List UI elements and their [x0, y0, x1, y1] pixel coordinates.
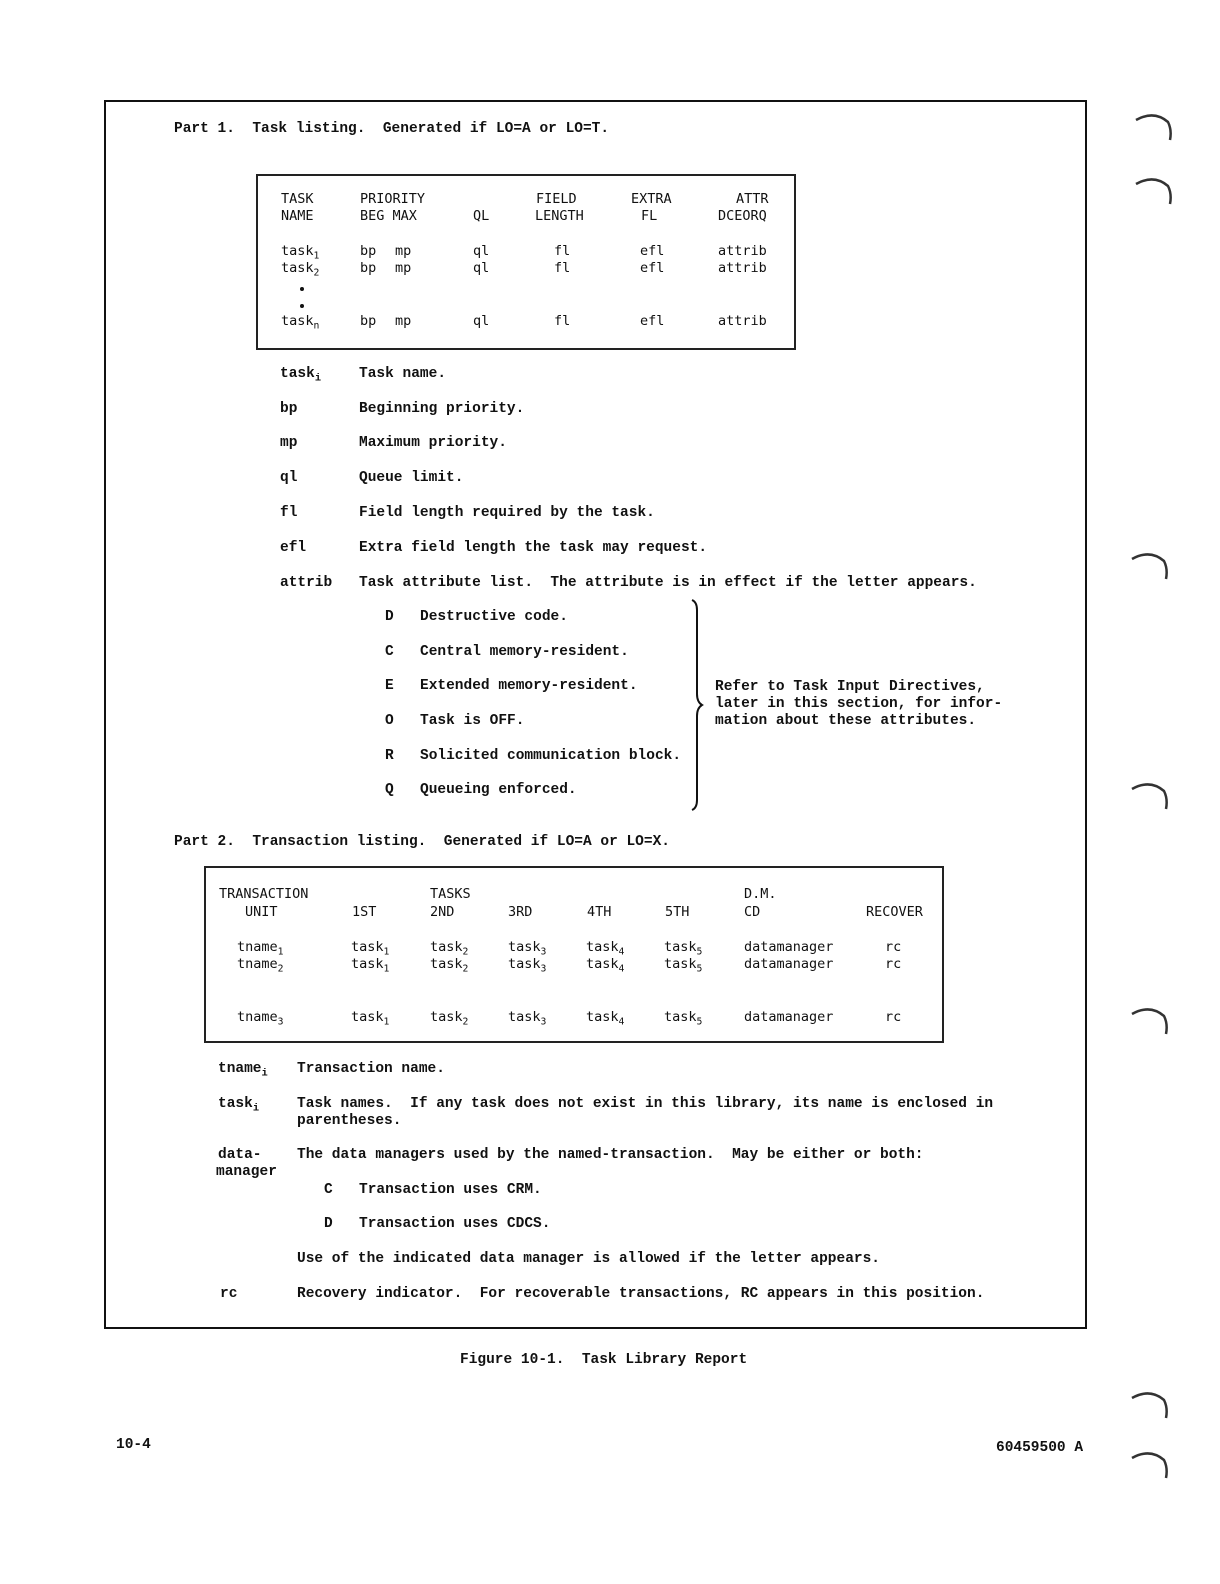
binder-ring-icon	[1128, 1444, 1170, 1482]
task-cell: task$_3$	[508, 939, 547, 958]
task-cell: task$_5$	[664, 939, 703, 958]
ql-cell: ql	[473, 313, 490, 329]
col-header-dm-2: CD	[744, 904, 761, 920]
dm-cell: datamanager	[744, 956, 834, 972]
col-header-extra: EXTRA	[631, 191, 672, 207]
fl-cell: fl	[554, 313, 571, 329]
task-name-cell: task$_n$	[281, 313, 320, 332]
col-header-task-2: NAME	[281, 208, 314, 224]
def-desc: parentheses.	[297, 1113, 402, 1129]
attr-desc: Destructive code.	[420, 609, 568, 625]
task-cell: task$_2$	[430, 939, 469, 958]
def-term: mp	[280, 435, 298, 451]
task-cell: task$_3$	[508, 1009, 547, 1028]
attr-letter: R	[385, 748, 394, 764]
def-term: task$_i$	[218, 1096, 260, 1115]
ellipsis-dot	[300, 287, 304, 291]
binder-ring-icon	[1132, 106, 1174, 144]
figure-caption: Figure 10-1. Task Library Report	[460, 1352, 748, 1368]
binder-ring-icon	[1128, 545, 1170, 583]
task-cell: task$_3$	[508, 956, 547, 975]
attr-letter: D	[385, 609, 394, 625]
bp-cell: bp	[360, 260, 377, 276]
col-header-3rd: 3RD	[508, 904, 533, 920]
tname-cell: tname$_3$	[237, 1009, 284, 1028]
attr-desc: Extended memory-resident.	[420, 678, 638, 694]
def-desc: Task names. If any task does not exist in this library, its name is enclosed in	[297, 1096, 994, 1112]
dm-cell: datamanager	[744, 939, 834, 955]
attr-desc: Task is OFF.	[420, 713, 525, 729]
def-term: rc	[220, 1286, 238, 1302]
rc-cell: rc	[885, 1009, 902, 1025]
col-header-field: FIELD	[536, 191, 577, 207]
binder-ring-icon	[1132, 170, 1174, 208]
dm-cell: datamanager	[744, 1009, 834, 1025]
col-header-extra-2: FL	[641, 208, 658, 224]
col-header-tasks: TASKS	[430, 886, 471, 902]
def-desc: Transaction name.	[297, 1061, 445, 1077]
brace	[688, 598, 704, 812]
task-cell: task$_5$	[664, 1009, 703, 1028]
col-header-unit-2: UNIT	[245, 904, 278, 920]
tname-cell: tname$_1$	[237, 939, 284, 958]
attr-letter: O	[385, 713, 394, 729]
def-term: ql	[280, 470, 298, 486]
binder-ring-icon	[1128, 775, 1170, 813]
rc-cell: rc	[885, 956, 902, 972]
col-header-unit: TRANSACTION	[219, 886, 309, 902]
dm-letter: D	[324, 1216, 333, 1232]
def-desc: Field length required by the task.	[359, 505, 655, 521]
task-cell: task$_2$	[430, 1009, 469, 1028]
efl-cell: efl	[640, 243, 665, 259]
def-term: task$_i$	[280, 366, 322, 385]
dm-letter: C	[324, 1182, 333, 1198]
efl-cell: efl	[640, 313, 665, 329]
mp-cell: mp	[395, 260, 412, 276]
dm-desc: Transaction uses CDCS.	[359, 1216, 551, 1232]
bp-cell: bp	[360, 313, 377, 329]
attr-note: Refer to Task Input Directives,	[715, 679, 985, 695]
fl-cell: fl	[554, 260, 571, 276]
bp-cell: bp	[360, 243, 377, 259]
col-header-attr: ATTR	[736, 191, 769, 207]
task-name-cell: task$_2$	[281, 260, 320, 279]
task-cell: task$_1$	[351, 1009, 390, 1028]
col-header-recover: RECOVER	[866, 904, 923, 920]
attr-cell: attrib	[718, 260, 767, 276]
task-listing-table	[256, 174, 796, 350]
task-cell: task$_4$	[586, 956, 625, 975]
def-term: fl	[280, 505, 298, 521]
col-header-priority: PRIORITY	[360, 191, 426, 207]
col-header-5th: 5TH	[665, 904, 690, 920]
col-header-2nd: 2ND	[430, 904, 455, 920]
rc-cell: rc	[885, 939, 902, 955]
task-name-cell: task$_1$	[281, 243, 320, 262]
dm-note: Use of the indicated data manager is allowed if the letter appears.	[297, 1251, 880, 1267]
ql-cell: ql	[473, 243, 490, 259]
task-cell: task$_4$	[586, 939, 625, 958]
efl-cell: efl	[640, 260, 665, 276]
def-term: bp	[280, 401, 298, 417]
attr-note: mation about these attributes.	[715, 713, 977, 729]
def-desc: Recovery indicator. For recoverable transactions, RC appears in this position.	[297, 1286, 985, 1302]
mp-cell: mp	[395, 313, 412, 329]
def-desc: Maximum priority.	[359, 435, 507, 451]
page-number: 10-4	[116, 1437, 151, 1453]
def-desc: Task attribute list. The attribute is in effect if the letter appears.	[359, 575, 977, 591]
tname-cell: tname$_2$	[237, 956, 284, 975]
mp-cell: mp	[395, 243, 412, 259]
def-term: data-	[218, 1147, 262, 1163]
col-header-4th: 4TH	[587, 904, 612, 920]
attr-letter: E	[385, 678, 394, 694]
attr-desc: Central memory-resident.	[420, 644, 629, 660]
fl-cell: fl	[554, 243, 571, 259]
col-header-dm: D.M.	[744, 886, 777, 902]
col-header-field-2: LENGTH	[535, 208, 584, 224]
col-header-ql: QL	[473, 208, 490, 224]
task-cell: task$_4$	[586, 1009, 625, 1028]
task-cell: task$_5$	[664, 956, 703, 975]
def-term: manager	[216, 1164, 277, 1180]
task-cell: task$_1$	[351, 939, 390, 958]
attr-cell: attrib	[718, 243, 767, 259]
def-desc: Extra field length the task may request.	[359, 540, 708, 556]
dm-desc: Transaction uses CRM.	[359, 1182, 542, 1198]
def-term: attrib	[280, 575, 333, 591]
col-header-1st: 1ST	[352, 904, 377, 920]
def-desc: The data managers used by the named-transaction. May be either or both:	[297, 1147, 924, 1163]
col-header-task: TASK	[281, 191, 314, 207]
attr-desc: Solicited communication block.	[420, 748, 682, 764]
part2-heading: Part 2. Transaction listing. Generated if LO=A or LO=X.	[174, 834, 670, 850]
binder-ring-icon	[1128, 1384, 1170, 1422]
def-desc: Queue limit.	[359, 470, 464, 486]
col-header-attr-2: DCEORQ	[718, 208, 767, 224]
ql-cell: ql	[473, 260, 490, 276]
attr-letter: Q	[385, 782, 394, 798]
def-term: tname$_i$	[218, 1061, 268, 1080]
def-desc: Task name.	[359, 366, 447, 382]
task-cell: task$_1$	[351, 956, 390, 975]
attr-note: later in this section, for infor-	[715, 696, 1003, 712]
task-cell: task$_2$	[430, 956, 469, 975]
attr-letter: C	[385, 644, 394, 660]
document-number: 60459500 A	[996, 1440, 1084, 1456]
attr-desc: Queueing enforced.	[420, 782, 577, 798]
def-term: efl	[280, 540, 307, 556]
col-header-priority-2: BEG MAX	[360, 208, 417, 224]
part1-heading: Part 1. Task listing. Generated if LO=A or LO=T.	[174, 121, 610, 137]
binder-ring-icon	[1128, 1000, 1170, 1038]
ellipsis-dot	[300, 304, 304, 308]
def-desc: Beginning priority.	[359, 401, 525, 417]
attr-cell: attrib	[718, 313, 767, 329]
